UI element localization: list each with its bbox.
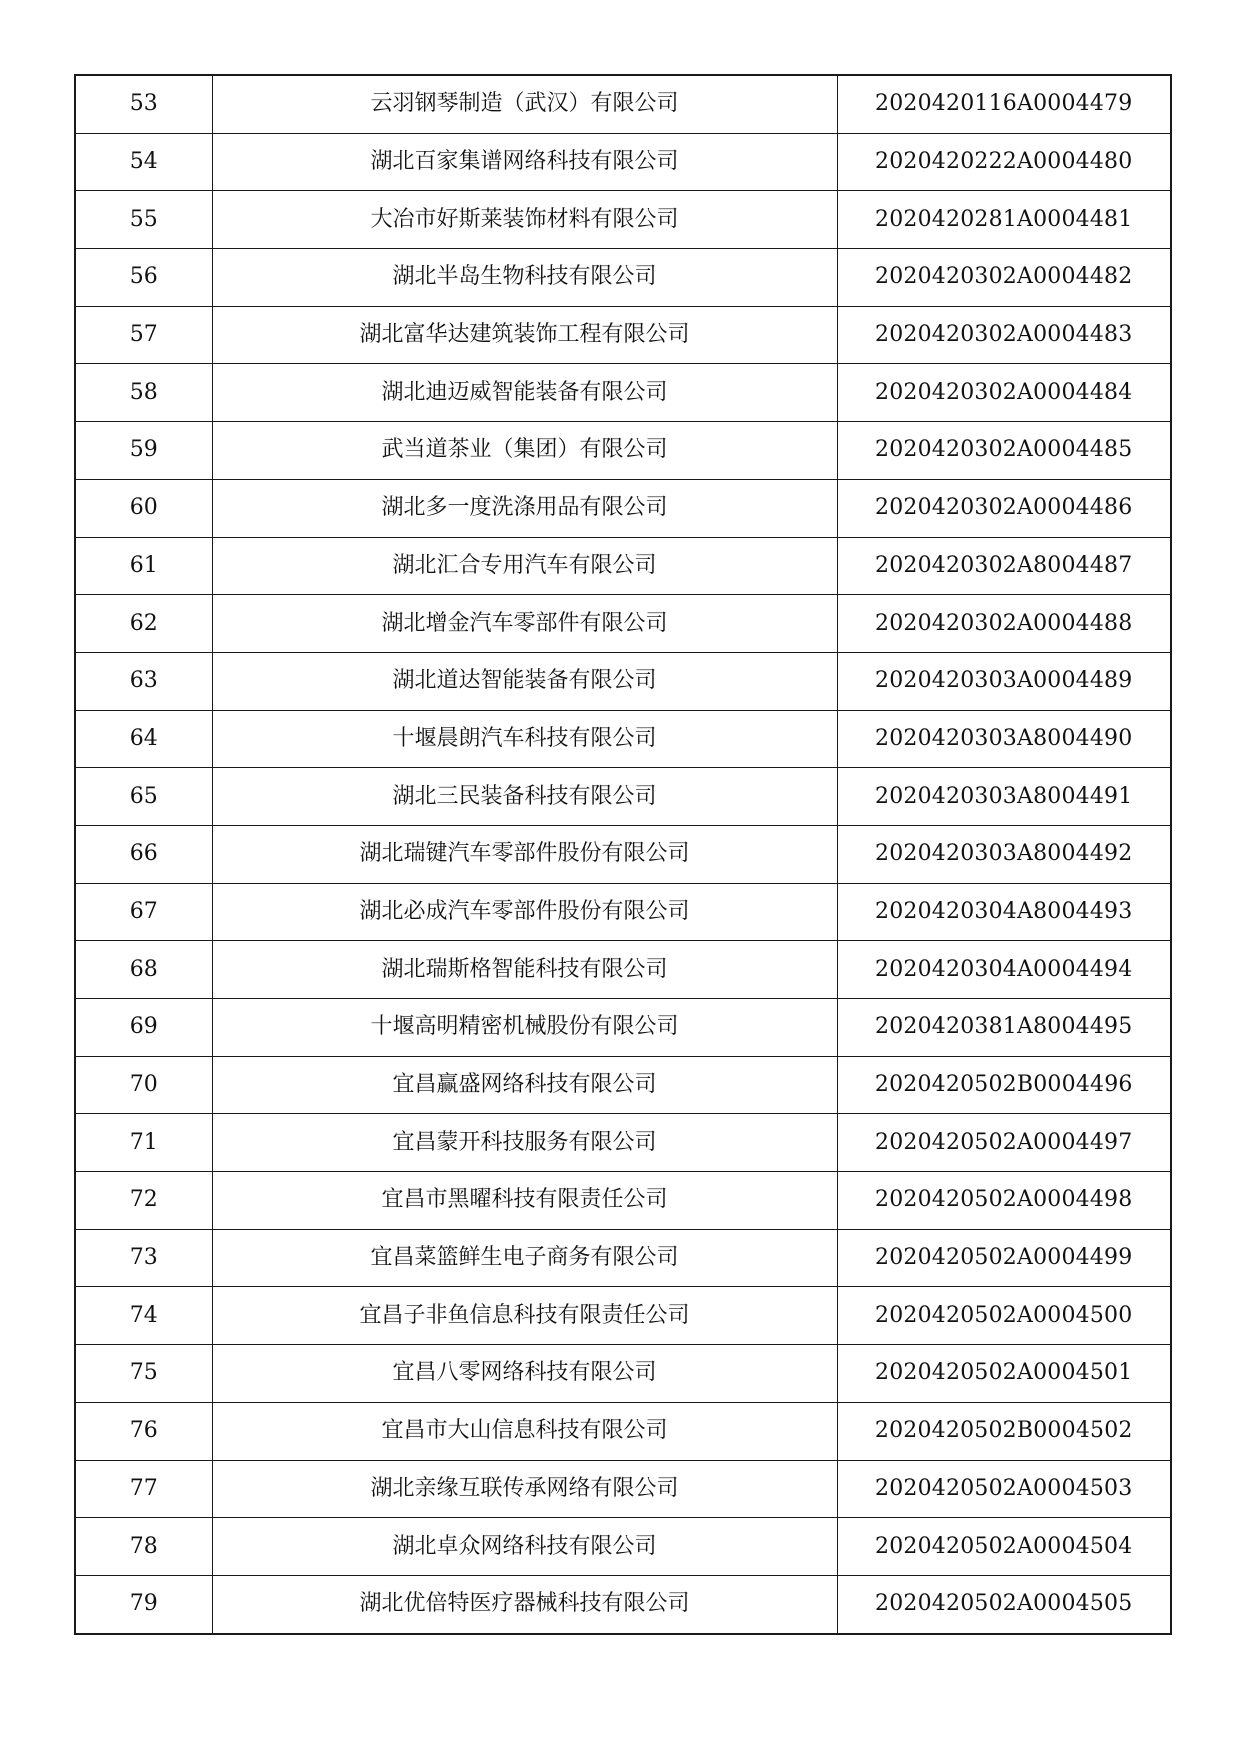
company-name-cell: 云羽钢琴制造（武汉）有限公司 <box>212 75 837 133</box>
registration-code-cell: 2020420304A0004494 <box>837 941 1171 999</box>
company-name-cell: 武当道茶业（集团）有限公司 <box>212 422 837 480</box>
row-number-cell: 71 <box>75 1114 212 1172</box>
table-row <box>75 999 1171 1057</box>
company-name-cell: 宜昌蒙开科技服务有限公司 <box>212 1114 837 1172</box>
registration-code-cell: 2020420302A8004487 <box>837 537 1171 595</box>
row-number-cell: 67 <box>75 883 212 941</box>
registration-code-cell: 2020420303A0004489 <box>837 652 1171 710</box>
company-name-cell: 湖北百家集谱网络科技有限公司 <box>212 133 837 191</box>
company-name-cell: 宜昌市大山信息科技有限公司 <box>212 1402 837 1460</box>
row-number-cell: 69 <box>75 999 212 1057</box>
registration-code-cell: 2020420281A0004481 <box>837 191 1171 249</box>
row-number-cell: 79 <box>75 1575 212 1633</box>
registration-code-cell: 2020420502B0004502 <box>837 1402 1171 1460</box>
company-name-cell: 湖北优倍特医疗器械科技有限公司 <box>212 1575 837 1633</box>
table-row <box>75 1460 1171 1518</box>
row-number-cell: 78 <box>75 1518 212 1576</box>
company-name-cell: 湖北亲缘互联传承网络有限公司 <box>212 1460 837 1518</box>
row-number-cell: 60 <box>75 479 212 537</box>
row-number-cell: 61 <box>75 537 212 595</box>
company-name-cell: 湖北增金汽车零部件有限公司 <box>212 595 837 653</box>
company-name-cell: 湖北道达智能装备有限公司 <box>212 652 837 710</box>
row-number-cell: 63 <box>75 652 212 710</box>
table-row <box>75 1345 1171 1403</box>
table-row <box>75 595 1171 653</box>
company-name-cell: 湖北半岛生物科技有限公司 <box>212 249 837 307</box>
company-name-cell: 湖北必成汽车零部件股份有限公司 <box>212 883 837 941</box>
table-row <box>75 249 1171 307</box>
table-row <box>75 1518 1171 1576</box>
registration-code-cell: 2020420502A0004498 <box>837 1172 1171 1230</box>
row-number-cell: 73 <box>75 1229 212 1287</box>
row-number-cell: 56 <box>75 249 212 307</box>
table-row <box>75 1056 1171 1114</box>
row-number-cell: 72 <box>75 1172 212 1230</box>
company-name-cell: 湖北三民装备科技有限公司 <box>212 768 837 826</box>
row-number-cell: 76 <box>75 1402 212 1460</box>
row-number-cell: 75 <box>75 1345 212 1403</box>
registration-code-cell: 2020420303A8004492 <box>837 825 1171 883</box>
table-row <box>75 1402 1171 1460</box>
registration-code-cell: 2020420502A0004503 <box>837 1460 1171 1518</box>
company-name-cell: 宜昌子非鱼信息科技有限责任公司 <box>212 1287 837 1345</box>
registration-code-cell: 2020420502B0004496 <box>837 1056 1171 1114</box>
row-number-cell: 62 <box>75 595 212 653</box>
registration-code-cell: 2020420302A0004482 <box>837 249 1171 307</box>
table-row <box>75 537 1171 595</box>
registration-code-cell: 2020420304A8004493 <box>837 883 1171 941</box>
row-number-cell: 70 <box>75 1056 212 1114</box>
row-number-cell: 65 <box>75 768 212 826</box>
company-name-cell: 宜昌菜篮鲜生电子商务有限公司 <box>212 1229 837 1287</box>
company-name-cell: 湖北卓众网络科技有限公司 <box>212 1518 837 1576</box>
row-number-cell: 66 <box>75 825 212 883</box>
registration-code-cell: 2020420302A0004486 <box>837 479 1171 537</box>
table-row <box>75 191 1171 249</box>
registration-code-cell: 2020420502A0004500 <box>837 1287 1171 1345</box>
company-name-cell: 宜昌八零网络科技有限公司 <box>212 1345 837 1403</box>
registration-code-cell: 2020420222A0004480 <box>837 133 1171 191</box>
table-row <box>75 479 1171 537</box>
row-number-cell: 54 <box>75 133 212 191</box>
company-name-cell: 湖北迪迈威智能装备有限公司 <box>212 364 837 422</box>
table-row <box>75 883 1171 941</box>
company-registry-table <box>74 74 1172 1635</box>
table-row <box>75 1172 1171 1230</box>
registration-code-cell: 2020420502A0004497 <box>837 1114 1171 1172</box>
company-name-cell: 湖北瑞斯格智能科技有限公司 <box>212 941 837 999</box>
table-row <box>75 1287 1171 1345</box>
company-name-cell: 湖北瑞键汽车零部件股份有限公司 <box>212 825 837 883</box>
company-name-cell: 宜昌市黑曜科技有限责任公司 <box>212 1172 837 1230</box>
row-number-cell: 58 <box>75 364 212 422</box>
registration-code-cell: 2020420502A0004499 <box>837 1229 1171 1287</box>
registration-code-cell: 2020420116A0004479 <box>837 75 1171 133</box>
table-row <box>75 1114 1171 1172</box>
table-row <box>75 768 1171 826</box>
company-name-cell: 十堰晨朗汽车科技有限公司 <box>212 710 837 768</box>
row-number-cell: 74 <box>75 1287 212 1345</box>
registration-code-cell: 2020420303A8004491 <box>837 768 1171 826</box>
table-row <box>75 1575 1171 1633</box>
company-name-cell: 宜昌赢盛网络科技有限公司 <box>212 1056 837 1114</box>
registration-code-cell: 2020420302A0004484 <box>837 364 1171 422</box>
row-number-cell: 59 <box>75 422 212 480</box>
company-name-cell: 湖北富华达建筑装饰工程有限公司 <box>212 306 837 364</box>
registration-code-cell: 2020420303A8004490 <box>837 710 1171 768</box>
registration-code-cell: 2020420302A0004485 <box>837 422 1171 480</box>
row-number-cell: 55 <box>75 191 212 249</box>
table-body <box>75 75 1171 1634</box>
company-name-cell: 大冶市好斯莱装饰材料有限公司 <box>212 191 837 249</box>
company-name-cell: 湖北多一度洗涤用品有限公司 <box>212 479 837 537</box>
registration-code-cell: 2020420381A8004495 <box>837 999 1171 1057</box>
table-row <box>75 1229 1171 1287</box>
registration-code-cell: 2020420502A0004501 <box>837 1345 1171 1403</box>
registration-code-cell: 2020420302A0004488 <box>837 595 1171 653</box>
company-name-cell: 湖北汇合专用汽车有限公司 <box>212 537 837 595</box>
company-name-cell: 十堰高明精密机械股份有限公司 <box>212 999 837 1057</box>
row-number-cell: 77 <box>75 1460 212 1518</box>
registration-code-cell: 2020420302A0004483 <box>837 306 1171 364</box>
table-row <box>75 306 1171 364</box>
row-number-cell: 64 <box>75 710 212 768</box>
table-row <box>75 422 1171 480</box>
row-number-cell: 57 <box>75 306 212 364</box>
row-number-cell: 68 <box>75 941 212 999</box>
registration-code-cell: 2020420502A0004505 <box>837 1575 1171 1633</box>
table-row <box>75 133 1171 191</box>
table-row <box>75 825 1171 883</box>
table-row <box>75 75 1171 133</box>
registration-code-cell: 2020420502A0004504 <box>837 1518 1171 1576</box>
row-number-cell: 53 <box>75 75 212 133</box>
table-row <box>75 941 1171 999</box>
table-row <box>75 652 1171 710</box>
table-row <box>75 364 1171 422</box>
table-row <box>75 710 1171 768</box>
